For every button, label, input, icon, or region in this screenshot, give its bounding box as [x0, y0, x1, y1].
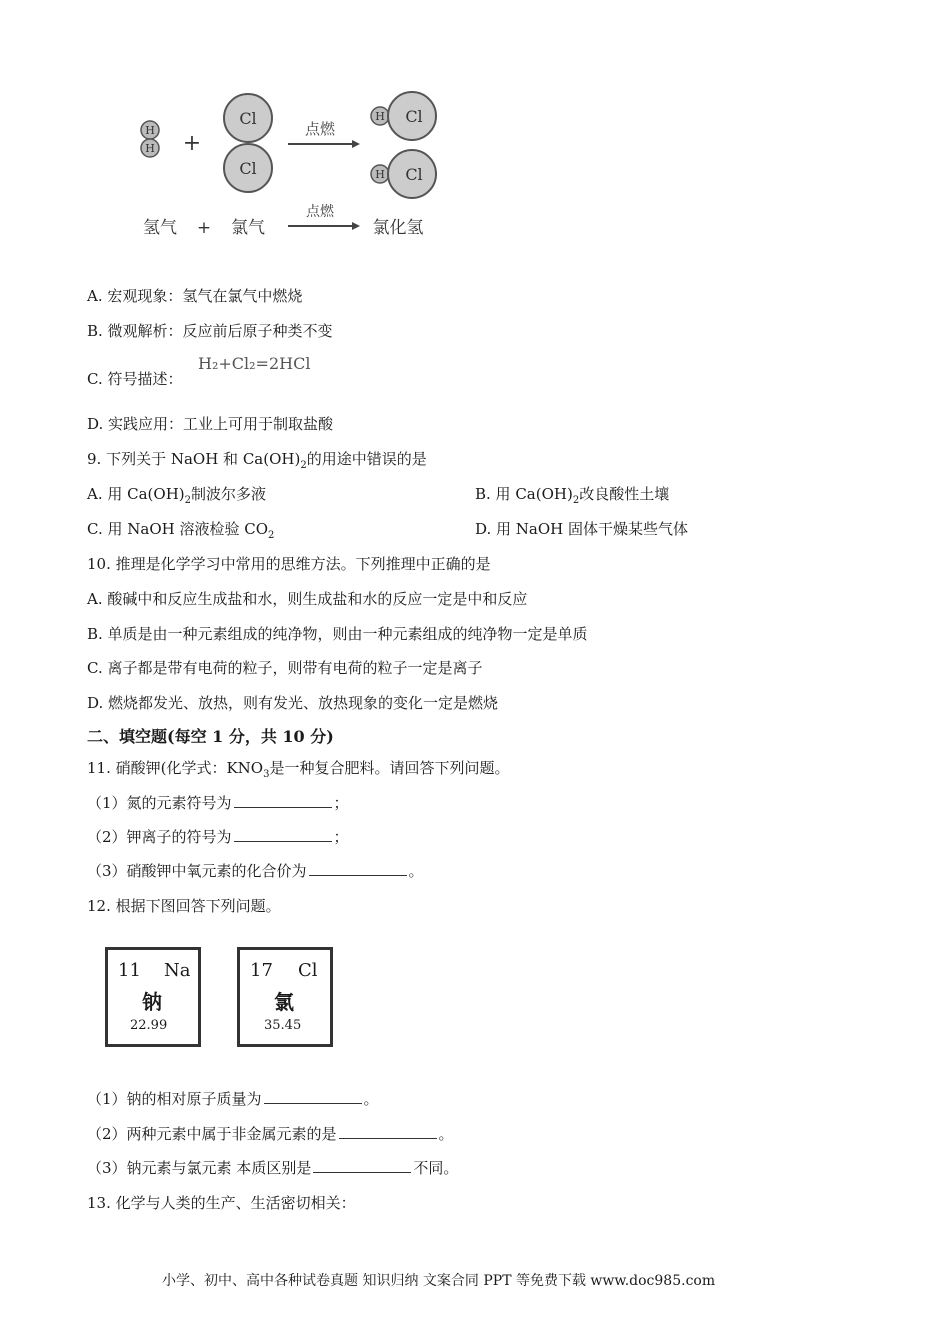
- plus-sign: +: [182, 131, 202, 156]
- svg-text:Cl: Cl: [405, 107, 423, 126]
- q9-option-d: D. 用 NaOH 固体干燥某些气体: [475, 520, 689, 538]
- q12-part-1: （1）钠的相对原子质量为 。: [87, 1090, 379, 1108]
- q9-option-b: B. 用 $Ca(OH)_2$改良酸性土壤: [475, 485, 670, 506]
- q10-option-d: D. 燃烧都发光、放热，则有发光、放热现象的变化一定是燃烧: [87, 694, 499, 712]
- atomic-mass: 35.45: [264, 1018, 302, 1033]
- element-symbol: Na: [164, 960, 191, 981]
- q12-part-2: （2）两种元素中属于非金属元素的是 。: [87, 1125, 454, 1143]
- word-plus: +: [196, 218, 212, 238]
- svg-text:Cl: Cl: [405, 165, 423, 184]
- answer-blank[interactable]: [313, 1158, 411, 1173]
- q10-option-b: B. 单质是由一种元素组成的纯净物，则由一种元素组成的纯净物一定是单质: [87, 625, 588, 643]
- q13-stem: 13. 化学与人类的生产、生活密切相关：: [87, 1194, 356, 1212]
- answer-blank[interactable]: [234, 827, 332, 842]
- element-card-chlorine: [237, 947, 333, 1047]
- word-product: 氯化氢: [372, 218, 424, 238]
- element-name: 钠: [142, 990, 162, 1014]
- element-symbol: Cl: [298, 960, 318, 981]
- page-footer: 小学、初中、高中各种试卷真题 知识归纳 文案合同 PPT 等免费下载 www.doc985.com: [162, 1273, 716, 1289]
- q8-option-c: C. 符号描述：: [87, 370, 183, 388]
- q9-stem: 9. 下列关于 NaOH 和 $Ca(OH)_2$的用途中错误的是: [87, 450, 427, 471]
- cl-atom-label: Cl: [239, 109, 257, 128]
- atomic-number: 17: [250, 960, 273, 981]
- svg-text:H: H: [375, 110, 385, 123]
- cl-atom-label: Cl: [239, 159, 257, 178]
- q10-option-c: C. 离子都是带有电荷的粒子，则带有电荷的粒子一定是离子: [87, 659, 483, 677]
- reaction-diagram: [130, 88, 450, 248]
- q9-option-a: A. 用 $Ca(OH)_2$制波尔多液: [87, 485, 267, 506]
- word-reactant-1: 氢气: [143, 218, 177, 238]
- q10-stem: 10. 推理是化学学习中常用的思维方法。下列推理中正确的是: [87, 555, 491, 573]
- q11-part-2: （2）钾离子的符号为 ；: [87, 828, 349, 846]
- hcl-molecule: [371, 92, 436, 140]
- q8-option-b: B. 微观解析：反应前后原子种类不变: [87, 322, 333, 340]
- hcl-molecule: [371, 150, 436, 198]
- word-reactant-2: 氯气: [231, 218, 265, 238]
- atomic-number: 11: [118, 960, 141, 981]
- q9-option-c: C. 用 NaOH 溶液检验 $CO_2$: [87, 520, 275, 541]
- atomic-mass: 22.99: [130, 1018, 168, 1033]
- h2-molecule: [141, 121, 159, 157]
- q8-option-c-equation: H₂+Cl₂=2HCl: [198, 354, 311, 373]
- q11-part-3: （3）硝酸钾中氧元素的化合价为 。: [87, 862, 424, 880]
- q12-part-3: （3）钠元素与氯元素 本质区别是 不同。: [87, 1159, 459, 1177]
- q8-option-d: D. 实践应用：工业上可用于制取盐酸: [87, 415, 334, 433]
- section-heading: 二、填空题(每空 1 分，共 10 分): [87, 727, 334, 746]
- svg-text:H: H: [375, 168, 385, 181]
- word-condition: 点燃: [306, 204, 334, 220]
- answer-blank[interactable]: [309, 861, 407, 876]
- answer-blank[interactable]: [339, 1124, 437, 1139]
- answer-blank[interactable]: [234, 793, 332, 808]
- h-atom-label: H: [145, 142, 155, 155]
- q10-option-a: A. 酸碱中和反应生成盐和水，则生成盐和水的反应一定是中和反应: [87, 590, 528, 608]
- q11-part-1: （1）氮的元素符号为 ；: [87, 794, 349, 812]
- arrow-condition-label: 点燃: [304, 120, 336, 138]
- h-atom-label: H: [145, 124, 155, 137]
- q12-stem: 12. 根据下图回答下列问题。: [87, 897, 281, 915]
- q11-stem: 11. 硝酸钾(化学式：$KNO_3$是一种复合肥料。请回答下列问题。: [87, 759, 510, 780]
- element-card-sodium: [105, 947, 201, 1047]
- answer-blank[interactable]: [264, 1089, 362, 1104]
- cl2-molecule: [224, 94, 272, 192]
- element-name: 氯: [274, 990, 294, 1014]
- q8-option-a: A. 宏观现象：氢气在氯气中燃烧: [87, 287, 303, 305]
